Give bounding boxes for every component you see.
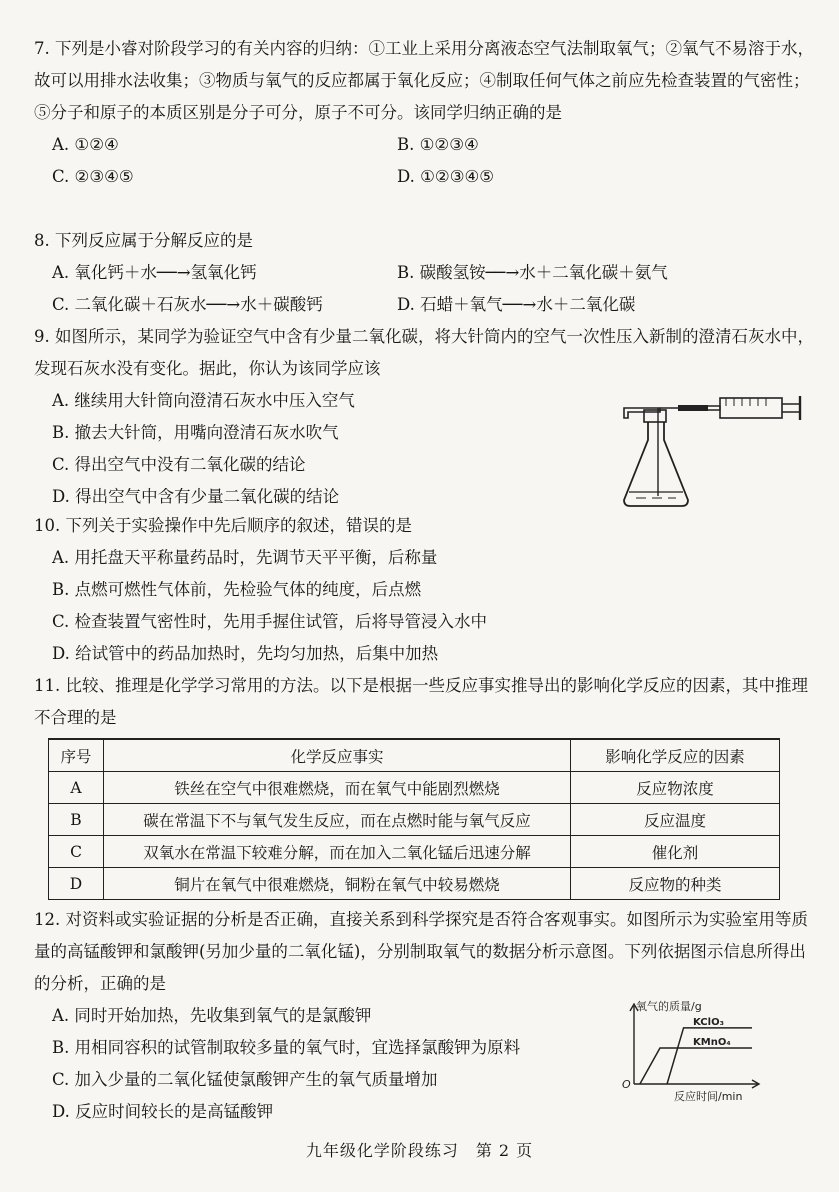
option-8a[interactable]: A. 氧化钙＋水──→氢氧化钙 <box>52 263 257 282</box>
table-row <box>49 804 780 836</box>
x-axis-label: 反应时间/min <box>674 1090 743 1103</box>
table-cell-factor: 反应物浓度 <box>571 772 780 804</box>
option-8c[interactable]: C. 二氧化碳＋石灰水──→水＋碳酸钙 <box>52 295 323 314</box>
question-7 <box>34 33 814 193</box>
table-cell-id: C <box>49 836 104 868</box>
option-9a[interactable]: A. 继续用大针筒向澄清石灰水中压入空气 <box>52 391 355 410</box>
option-7b[interactable]: B. ①②③④ <box>397 135 479 154</box>
option-10d[interactable]: D. 给试管中的药品加热时，先均匀加热，后集中加热 <box>52 644 439 663</box>
question-8-options <box>34 257 814 321</box>
option-12d[interactable]: D. 反应时间较长的是高锰酸钾 <box>52 1102 274 1121</box>
option-7a[interactable]: A. ①②④ <box>52 135 119 154</box>
question-8 <box>34 225 814 321</box>
table-cell-id: B <box>49 804 104 836</box>
table-cell-fact: 铜片在氧气中很难燃烧，铜粉在氧气中较易燃烧 <box>104 868 571 900</box>
question-10-stem: 10. 下列关于实验操作中先后顺序的叙述，错误的是 <box>34 516 412 535</box>
option-10b[interactable]: B. 点燃可燃性气体前，先检验气体的纯度，后点燃 <box>52 580 422 599</box>
table-cell-id: A <box>49 772 104 804</box>
option-9c[interactable]: C. 得出空气中没有二氧化碳的结论 <box>52 455 306 474</box>
question-12-stem: 12. 对资料或实验证据的分析是否正确，直接关系到科学探究是否符合客观事实。如图所示为实验室用等质量的高锰酸钾和氯酸钾(另加少量的二氧化锰)，分别制取氧气的数据分析示意图。下列依据图示信息所得出的分析，正确的是 <box>34 910 808 993</box>
option-9b[interactable]: B. 撤去大针筒，用嘴向澄清石灰水吹气 <box>52 423 339 442</box>
question-10 <box>34 510 814 670</box>
option-12c[interactable]: C. 加入少量的二氧化锰使氯酸钾产生的氧气质量增加 <box>52 1070 438 1089</box>
question-8-stem: 8. 下列反应属于分解反应的是 <box>34 231 253 250</box>
option-7d[interactable]: D. ①②③④⑤ <box>397 167 495 186</box>
question-7-stem: 7. 下列是小睿对阶段学习的有关内容的归纳：①工业上采用分离液态空气法制取氧气；②氧气不易溶于水，故可以用排水法收集；③物质与氧气的反应都属于氧化反应；④制取任何气体之前应先检查装置的气密性；⑤分子和原子的本质区别是分子可分，原子不可分。该同学归纳正确的是 <box>34 39 814 122</box>
question-11 <box>34 670 814 734</box>
origin-label: O <box>622 1078 631 1091</box>
table-cell-id: D <box>49 868 104 900</box>
table-cell-fact: 双氧水在常温下较难分解，而在加入二氧化锰后迅速分解 <box>104 836 571 868</box>
option-12a[interactable]: A. 同时开始加热，先收集到氧气的是氯酸钾 <box>52 1006 372 1025</box>
syringe-flask-apparatus-figure <box>618 388 818 516</box>
table-cell-factor: 催化剂 <box>571 836 780 868</box>
table-row <box>49 868 780 900</box>
question-7-options <box>34 129 814 193</box>
option-12b[interactable]: B. 用相同容积的试管制取较多量的氧气时，宜选择氯酸钾为原料 <box>52 1038 521 1057</box>
oxygen-mass-time-chart <box>612 1000 772 1104</box>
option-10c[interactable]: C. 检查装置气密性时，先用手握住试管，后将导管浸入水中 <box>52 612 488 631</box>
option-10a[interactable]: A. 用托盘天平称量药品时，先调节天平平衡，后称量 <box>52 548 438 567</box>
option-8d[interactable]: D. 石蜡＋氧气──→水＋二氧化碳 <box>397 295 636 314</box>
option-8b[interactable]: B. 碳酸氢铵──→水＋二氧化碳＋氨气 <box>397 263 668 282</box>
y-axis-label: 氧气的质量/g <box>636 1000 702 1013</box>
table-cell-fact: 碳在常温下不与氧气发生反应，而在点燃时能与氧气反应 <box>104 804 571 836</box>
question-9-stem: 9. 如图所示，某同学为验证空气中含有少量二氧化碳，将大针筒内的空气一次性压入新制的澄清石灰水中，发现石灰水没有变化。据此，你认为该同学应该 <box>34 327 814 378</box>
page-footer: 九年级化学阶段练习 第 2 页 <box>305 1141 534 1160</box>
table-header-fact: 化学反应事实 <box>104 739 571 772</box>
table-row <box>49 836 780 868</box>
chart-series-group <box>640 1017 752 1084</box>
option-9d[interactable]: D. 得出空气中含有少量二氧化碳的结论 <box>52 487 340 506</box>
table-header-row <box>49 739 780 772</box>
series-line-1 <box>640 1048 752 1084</box>
table-cell-fact: 铁丝在空气中很难燃烧，而在氧气中能剧烈燃烧 <box>104 772 571 804</box>
series-label-0: KClO₃ <box>693 1016 724 1028</box>
table-header-id: 序号 <box>49 739 104 772</box>
table-cell-factor: 反应物的种类 <box>571 868 780 900</box>
series-label-1: KMnO₄ <box>693 1037 731 1048</box>
table-header-factor: 影响化学反应的因素 <box>571 739 780 772</box>
question-11-stem: 11. 比较、推理是化学学习常用的方法。以下是根据一些反应事实推导出的影响化学反应的因素，其中推理不合理的是 <box>34 676 808 727</box>
reaction-facts-table <box>48 738 780 900</box>
option-7c[interactable]: C. ②③④⑤ <box>52 167 134 186</box>
question-10-options <box>34 542 814 670</box>
table-row <box>49 772 780 804</box>
table-cell-factor: 反应温度 <box>571 804 780 836</box>
